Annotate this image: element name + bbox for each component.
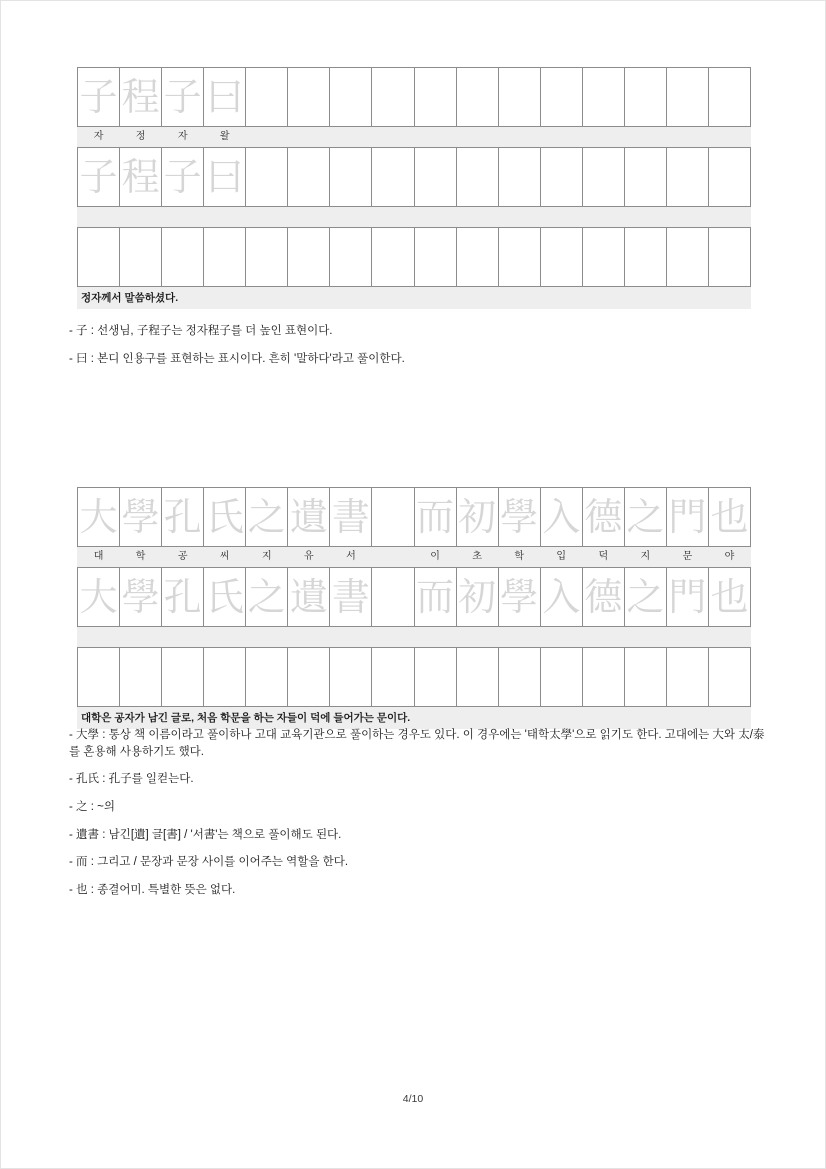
grid-cell[interactable] [288,547,330,568]
grid-cell-empty[interactable] [330,228,372,287]
grid-cell[interactable] [162,547,204,568]
character-row [78,488,751,547]
grid-cell[interactable] [582,547,624,568]
translation-strip: 정자께서 말씀하셨다. [77,287,751,309]
grid-cell-empty[interactable] [456,627,498,648]
grid-cell[interactable] [456,488,498,547]
grid-cell-empty[interactable] [246,228,288,287]
grid-cell-empty[interactable] [288,228,330,287]
reading-glyph [709,132,750,142]
grid-cell-empty[interactable] [666,228,708,287]
annotation-list-2 [69,727,769,899]
grid-cell[interactable] [246,148,288,207]
hanja-glyph: 德 [584,495,623,539]
grid-cell-empty[interactable] [540,228,582,287]
hanja-glyph [583,158,624,196]
grid-cell-empty[interactable] [330,627,372,648]
reading-glyph: 학 [135,551,146,562]
grid-cell[interactable] [666,568,708,627]
hanja-glyph: 曰 [205,75,244,119]
grid-cell[interactable] [120,547,162,568]
hanja-glyph [457,78,498,116]
grid-cell[interactable] [204,127,246,148]
reading-glyph [667,132,708,142]
annotation-item: - 子 : 선생님, 子程子는 정자程子를 더 높인 표현이다. [69,325,333,337]
character-row [78,68,751,127]
grid-cell[interactable] [78,568,120,627]
grid-cell[interactable] [246,68,288,127]
grid-cell-empty[interactable] [624,627,666,648]
grid-cell[interactable] [582,68,624,127]
worksheet-block-1 [77,67,751,309]
grid-cell[interactable] [624,68,666,127]
hanja-glyph: 遺 [289,575,328,619]
grid-cell[interactable] [708,127,750,148]
blank-reading-row [78,627,751,648]
annotation-list-1 [69,323,769,367]
grid-cell[interactable] [666,127,708,148]
annotation-item: - 之 : ~의 [69,801,115,814]
grid-cell[interactable] [708,148,750,207]
grid-cell[interactable] [666,488,708,547]
grid-cell-empty[interactable] [456,207,498,228]
reading-glyph: 덕 [598,551,609,562]
grid-cell-empty[interactable] [456,648,498,707]
grid-cell-empty[interactable] [666,627,708,648]
grid-cell[interactable] [246,488,288,547]
grid-cell-empty[interactable] [288,207,330,228]
grid-cell[interactable] [120,148,162,207]
blank-practice-row[interactable] [78,648,751,707]
hanja-glyph: 入 [542,575,581,619]
grid-cell[interactable] [582,568,624,627]
reading-glyph: 대 [93,551,104,562]
hanja-glyph [372,78,413,116]
grid-cell[interactable] [246,127,288,148]
grid-cell-empty[interactable] [498,648,540,707]
hanja-glyph [667,78,708,116]
grid-cell[interactable] [708,488,750,547]
reading-glyph [541,132,582,142]
grid-cell[interactable] [540,127,582,148]
hanja-glyph: 大 [79,495,118,539]
hanja-glyph [625,78,666,116]
grid-cell-empty[interactable] [246,627,288,648]
grid-cell-empty[interactable] [414,648,456,707]
reading-glyph [457,132,498,142]
grid-cell-empty[interactable] [204,207,246,228]
hanja-glyph: 大 [79,575,118,619]
blank-reading-row [78,207,751,228]
grid-cell[interactable] [624,568,666,627]
grid-cell[interactable] [582,488,624,547]
grid-cell[interactable] [372,568,414,627]
reading-glyph: 지 [640,551,651,562]
grid-cell[interactable] [414,127,456,148]
grid-cell-empty[interactable] [120,627,162,648]
grid-cell[interactable] [288,148,330,207]
grid-cell-empty[interactable] [498,228,540,287]
grid-cell-empty[interactable] [414,207,456,228]
hanja-glyph: 初 [458,575,497,619]
hanja-glyph [288,158,329,196]
grid-cell-empty[interactable] [540,648,582,707]
hanja-glyph [457,158,498,196]
grid-cell[interactable] [498,68,540,127]
reading-row [78,547,751,568]
grid-cell[interactable] [246,547,288,568]
grid-cell[interactable] [162,148,204,207]
hanja-practice-grid-1 [77,67,751,287]
grid-cell-empty[interactable] [624,648,666,707]
hanja-glyph: 學 [500,575,539,619]
hanja-glyph: 之 [247,495,286,539]
grid-cell[interactable] [582,148,624,207]
grid-cell[interactable] [372,547,414,568]
grid-cell-empty[interactable] [624,228,666,287]
annotation-item: - 曰 : 본디 인용구를 표현하는 표시이다. 흔히 '말하다'라고 풀이한다. [69,352,405,365]
grid-cell[interactable] [456,547,498,568]
grid-cell-empty[interactable] [666,207,708,228]
grid-cell[interactable] [162,568,204,627]
reading-glyph: 야 [724,551,735,562]
grid-cell-empty[interactable] [78,228,120,287]
hanja-glyph: 之 [247,575,286,619]
reading-glyph: 왈 [219,131,230,142]
hanja-glyph: 曰 [205,155,244,199]
hanja-glyph: 入 [542,495,581,539]
grid-cell-empty[interactable] [120,648,162,707]
grid-cell[interactable] [666,547,708,568]
translation-strip: 대학은 공자가 남긴 글로, 처음 학문을 하는 자들이 덕에 들어가는 문이다. [77,707,751,729]
hanja-glyph: 氏 [205,495,244,539]
grid-cell[interactable] [162,68,204,127]
hanja-glyph: 子 [163,75,202,119]
grid-cell[interactable] [78,68,120,127]
reading-glyph: 이 [430,551,440,562]
hanja-glyph: 書 [331,495,370,539]
grid-cell[interactable] [414,68,456,127]
grid-cell[interactable] [288,127,330,148]
grid-cell[interactable] [540,68,582,127]
grid-cell-empty[interactable] [582,228,624,287]
reading-glyph [499,132,540,142]
hanja-glyph: 德 [584,575,623,619]
grid-cell[interactable] [204,568,246,627]
trace-character-row [78,568,751,627]
reading-glyph [330,132,371,142]
grid-cell[interactable] [78,148,120,207]
grid-cell-empty[interactable] [372,228,414,287]
grid-cell[interactable] [288,568,330,627]
hanja-glyph: 之 [626,575,665,619]
reading-glyph [415,132,456,142]
hanja-glyph [288,78,329,116]
grid-cell-empty[interactable] [78,207,120,228]
reading-glyph: 문 [682,551,693,562]
grid-cell[interactable] [204,488,246,547]
grid-cell[interactable] [78,488,120,547]
grid-cell[interactable] [78,547,120,568]
grid-cell-empty[interactable] [162,627,204,648]
grid-cell[interactable] [288,488,330,547]
grid-cell[interactable] [456,68,498,127]
grid-cell[interactable] [666,148,708,207]
reading-glyph: 자 [177,131,188,142]
reading-glyph: 입 [556,551,567,562]
reading-glyph [246,132,287,142]
grid-cell[interactable] [330,547,372,568]
hanja-glyph [625,158,666,196]
annotation-item: - 孔氏 : 孔子를 일컫는다. [69,773,194,786]
grid-cell[interactable] [666,68,708,127]
grid-cell[interactable] [540,547,582,568]
hanja-glyph [709,158,750,196]
grid-cell[interactable] [330,127,372,148]
hanja-glyph [541,158,582,196]
hanja-glyph: 程 [121,75,160,119]
grid-cell-empty[interactable] [582,648,624,707]
grid-cell-empty[interactable] [708,228,750,287]
grid-cell[interactable] [582,127,624,148]
grid-cell[interactable] [372,488,414,547]
grid-cell[interactable] [120,127,162,148]
grid-cell-empty[interactable] [120,228,162,287]
hanja-glyph [246,158,287,196]
grid-cell[interactable] [456,127,498,148]
hanja-glyph [330,78,371,116]
hanja-glyph: 子 [79,155,118,199]
grid-cell[interactable] [330,68,372,127]
annotation-item: - 遺書 : 남긴[遺] 글[書] / '서書'는 책으로 풀이해도 된다. [69,828,342,841]
reading-glyph: 씨 [219,551,230,562]
grid-cell[interactable] [162,127,204,148]
grid-cell-empty[interactable] [372,648,414,707]
hanja-glyph: 子 [79,75,118,119]
reading-glyph: 자 [93,131,104,142]
grid-cell-empty[interactable] [582,627,624,648]
hanja-glyph [583,78,624,116]
hanja-glyph [372,158,413,196]
grid-cell-empty[interactable] [162,228,204,287]
reading-glyph: 지 [261,551,272,562]
grid-cell[interactable] [204,148,246,207]
grid-cell[interactable] [204,68,246,127]
hanja-glyph: 孔 [163,575,202,619]
hanja-glyph [667,158,708,196]
hanja-glyph: 孔 [163,495,202,539]
grid-cell[interactable] [624,127,666,148]
hanja-practice-grid-2 [77,487,751,707]
grid-cell-empty[interactable] [162,207,204,228]
grid-cell[interactable] [372,68,414,127]
grid-cell-empty[interactable] [246,648,288,707]
reading-glyph: 학 [514,551,524,562]
grid-cell-empty[interactable] [204,627,246,648]
reading-glyph [583,132,624,142]
hanja-glyph: 也 [710,575,749,619]
grid-cell-empty[interactable] [540,207,582,228]
grid-cell[interactable] [78,127,120,148]
grid-cell[interactable] [498,127,540,148]
page-number: 4/10 [402,1093,424,1105]
hanja-glyph [499,78,540,116]
grid-cell-empty[interactable] [498,207,540,228]
reading-glyph: 서 [346,551,356,562]
grid-cell[interactable] [372,127,414,148]
hanja-glyph: 門 [668,495,707,539]
grid-cell-empty[interactable] [414,228,456,287]
hanja-glyph: 而 [416,575,455,619]
grid-cell[interactable] [498,148,540,207]
grid-cell[interactable] [498,568,540,627]
grid-cell-empty[interactable] [372,207,414,228]
grid-cell[interactable] [288,68,330,127]
hanja-glyph [372,498,413,536]
grid-cell-empty[interactable] [666,648,708,707]
grid-cell-empty[interactable] [330,207,372,228]
grid-cell-empty[interactable] [78,627,120,648]
reading-glyph: 공 [177,551,188,562]
grid-cell-empty[interactable] [162,648,204,707]
grid-cell-empty[interactable] [498,627,540,648]
hanja-glyph: 遺 [289,495,328,539]
hanja-glyph [499,158,540,196]
grid-cell[interactable] [540,148,582,207]
hanja-glyph: 初 [458,495,497,539]
grid-cell[interactable] [414,568,456,627]
hanja-glyph: 氏 [205,575,244,619]
grid-cell-empty[interactable] [708,207,750,228]
grid-cell[interactable] [624,148,666,207]
hanja-glyph [246,78,287,116]
grid-cell[interactable] [456,568,498,627]
grid-cell[interactable] [120,68,162,127]
grid-cell[interactable] [330,488,372,547]
grid-cell[interactable] [414,148,456,207]
grid-cell[interactable] [120,568,162,627]
grid-cell[interactable] [498,488,540,547]
hanja-glyph [709,78,750,116]
reading-glyph [288,132,329,142]
hanja-glyph: 之 [626,495,665,539]
reading-glyph [625,132,666,142]
grid-cell[interactable] [162,488,204,547]
reading-row [78,127,751,148]
hanja-glyph: 學 [121,495,160,539]
reading-glyph: 유 [304,551,314,562]
hanja-glyph: 子 [163,155,202,199]
grid-cell-empty[interactable] [540,627,582,648]
worksheet-block-2 [77,487,751,729]
grid-cell[interactable] [330,148,372,207]
grid-cell[interactable] [330,568,372,627]
grid-cell-empty[interactable] [414,627,456,648]
grid-cell[interactable] [414,547,456,568]
reading-glyph: 초 [472,551,482,562]
hanja-glyph [372,578,413,616]
hanja-glyph: 也 [710,495,749,539]
grid-cell-empty[interactable] [246,207,288,228]
grid-cell-empty[interactable] [456,228,498,287]
hanja-glyph: 而 [416,495,455,539]
grid-cell[interactable] [456,148,498,207]
grid-cell[interactable] [120,488,162,547]
hanja-glyph [330,158,371,196]
grid-cell-empty[interactable] [582,207,624,228]
grid-cell[interactable] [708,568,750,627]
hanja-glyph: 學 [500,495,539,539]
annotation-item: - 大學 : 통상 책 이름이라고 풀이하나 고대 교육기관으로 풀이하는 경우도 있다. 이 경우에는 '태학太學'으로 읽기도 한다. 고대에는 大와 太/泰를 혼용해 사용하기도 했다. [69,729,765,758]
blank-practice-row[interactable] [78,228,751,287]
grid-cell-empty[interactable] [204,228,246,287]
grid-cell-empty[interactable] [372,627,414,648]
reading-glyph [372,132,413,142]
trace-character-row [78,148,751,207]
grid-cell[interactable] [414,488,456,547]
hanja-glyph: 學 [121,575,160,619]
grid-cell-empty[interactable] [708,627,750,648]
grid-cell[interactable] [540,488,582,547]
hanja-glyph [415,78,456,116]
hanja-glyph: 門 [668,575,707,619]
grid-cell[interactable] [246,568,288,627]
reading-glyph [372,552,413,562]
reading-glyph: 정 [135,131,146,142]
grid-cell[interactable] [540,568,582,627]
grid-cell-empty[interactable] [330,648,372,707]
grid-cell-empty[interactable] [120,207,162,228]
grid-cell[interactable] [708,68,750,127]
grid-cell[interactable] [498,547,540,568]
grid-cell[interactable] [204,547,246,568]
grid-cell[interactable] [372,148,414,207]
grid-cell-empty[interactable] [624,207,666,228]
grid-cell-empty[interactable] [288,627,330,648]
hanja-glyph: 程 [121,155,160,199]
grid-cell[interactable] [624,488,666,547]
hanja-glyph [415,158,456,196]
grid-cell[interactable] [624,547,666,568]
grid-cell-empty[interactable] [288,648,330,707]
hanja-glyph: 書 [331,575,370,619]
grid-cell-empty[interactable] [708,648,750,707]
grid-cell-empty[interactable] [78,648,120,707]
annotation-item: - 而 : 그리고 / 문장과 문장 사이를 이어주는 역할을 한다. [69,856,349,869]
annotation-item: - 也 : 종결어미. 특별한 뜻은 없다. [69,884,236,897]
hanja-glyph [541,78,582,116]
grid-cell[interactable] [708,547,750,568]
grid-cell-empty[interactable] [204,648,246,707]
